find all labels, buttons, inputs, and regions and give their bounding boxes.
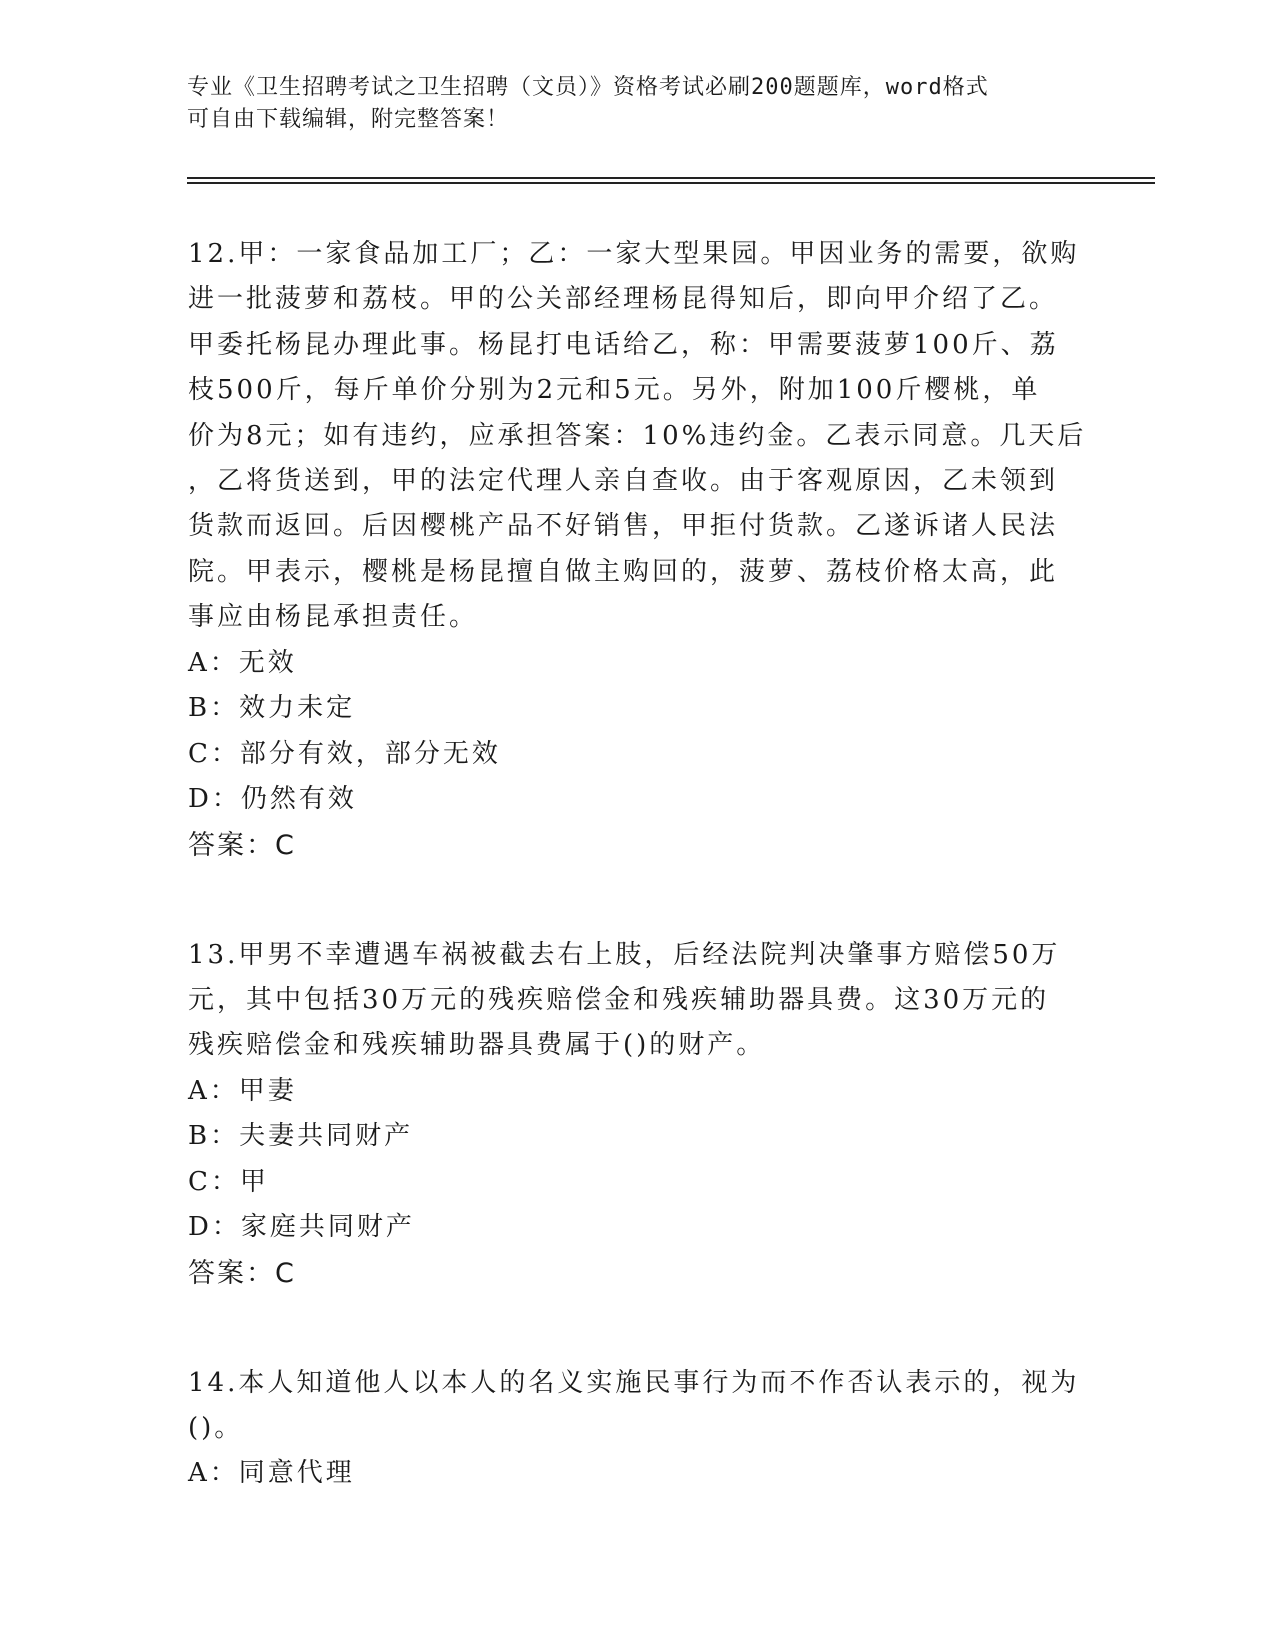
question-13 — [188, 933, 1088, 1297]
document-header — [187, 72, 1087, 136]
question-text-line: 元，其中包括30万元的残疾赔偿金和残疾辅助器具费。这30万元的 — [188, 984, 1050, 1015]
question-spacer — [188, 1297, 1088, 1361]
question-14 — [188, 1361, 1088, 1497]
question-text-line: 甲委托杨昆办理此事。杨昆打电话给乙，称：甲需要菠萝100斤、荔 — [188, 329, 1059, 360]
question-text-line: 枝500斤，每斤单价分别为2元和5元。另外，附加100斤樱桃，单 — [188, 375, 1041, 406]
option-c: C：部分有效，部分无效 — [188, 738, 501, 769]
question-text-line: 残疾赔偿金和残疾辅助器具费属于()的财产。 — [188, 1030, 766, 1061]
question-text-line: ，乙将货送到，甲的法定代理人亲自查收。由于客观原因，乙未领到 — [188, 465, 1059, 496]
option-a: A：无效 — [188, 647, 297, 678]
option-b: B：效力未定 — [188, 693, 356, 724]
question-text-line: 12.甲：一家食品加工厂；乙：一家大型果园。甲因业务的需要，欲购 — [188, 239, 1080, 269]
header-divider-bottom — [187, 182, 1155, 184]
answer-line: 答案：C — [188, 829, 296, 861]
header-divider-top — [187, 177, 1155, 179]
question-text-line: 院。甲表示，樱桃是杨昆擅自做主购回的，菠萝、荔枝价格太高，此 — [188, 556, 1059, 587]
question-text-line: 进一批菠萝和荔枝。甲的公关部经理杨昆得知后，即向甲介绍了乙。 — [188, 284, 1059, 315]
question-text-line: 事应由杨昆承担责任。 — [188, 602, 479, 633]
option-d: D：家庭共同财产 — [188, 1212, 415, 1243]
header-line-2: 可自由下载编辑，附完整答案！ — [187, 107, 510, 132]
question-text-line: 价为8元；如有违约，应承担答案：10%违约金。乙表示同意。几天后 — [188, 420, 1087, 451]
option-b: B：夫妻共同财产 — [188, 1121, 414, 1152]
option-d: D：仍然有效 — [188, 784, 357, 815]
question-text-line: 货款而返回。后因樱桃产品不好销售，甲拒付货款。乙遂诉诸人民法 — [188, 511, 1059, 542]
question-text-line: 13.甲男不幸遭遇车祸被截去右上肢，后经法院判决肇事方赔偿50万 — [188, 939, 1061, 970]
option-a: A：甲妻 — [188, 1075, 297, 1106]
question-list — [188, 232, 1088, 1497]
header-line-1: 专业《卫生招聘考试之卫生招聘（文员）》资格考试必刷200题题库，word格式 — [187, 75, 989, 100]
option-c: C：甲 — [188, 1166, 269, 1197]
option-a: A：同意代理 — [188, 1458, 355, 1489]
question-12 — [188, 232, 1088, 869]
question-spacer — [188, 869, 1088, 933]
answer-line: 答案：C — [188, 1257, 296, 1289]
question-text-line: 14.本人知道他人以本人的名义实施民事行为而不作否认表示的，视为 — [188, 1367, 1080, 1398]
question-text-line: ()。 — [188, 1413, 244, 1444]
